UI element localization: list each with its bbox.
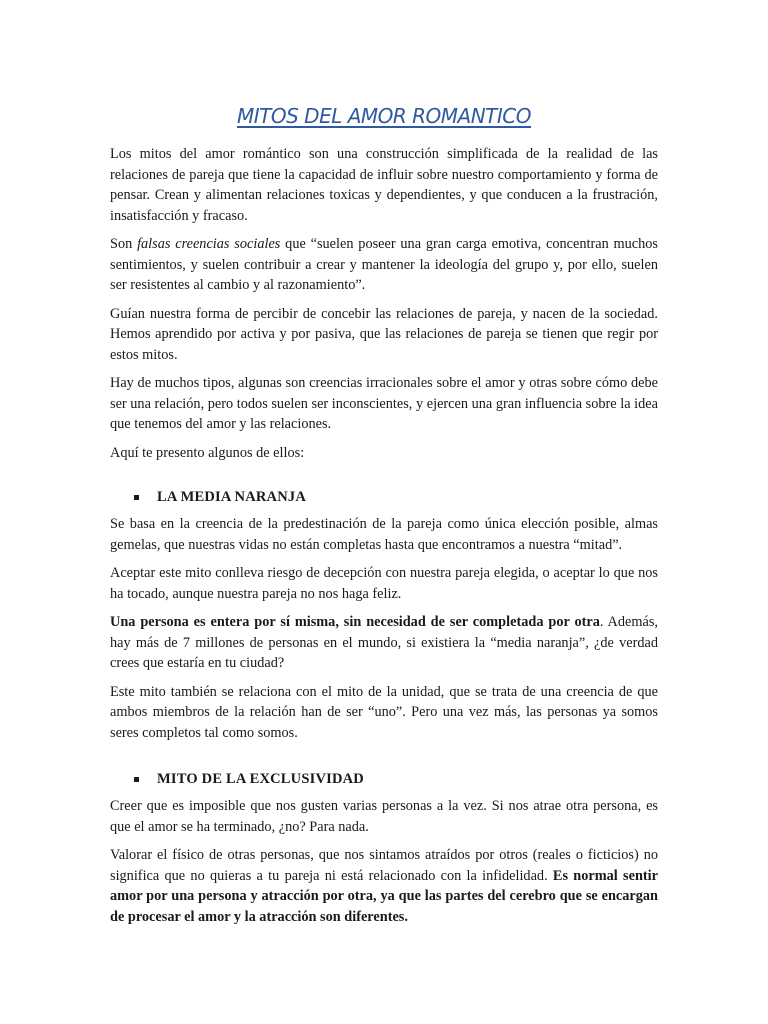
- intro-paragraph-3: Guían nuestra forma de percibir de concebir las relaciones de pareja, y nacen de la sociedad. Hemos aprendido por activa y por pasiva, que las relaciones de pareja se tienen que regir por estos mitos.: [110, 305, 658, 363]
- bullet-icon: [134, 777, 139, 782]
- intro-paragraph-1: Los mitos del amor romántico son una construcción simplificada de la realidad de las relaciones de pareja que tiene la capacidad de influir sobre nuestro comportamiento y forma de pensar. Crean y alimentan relaciones toxicas y dependientes, y que conducen a la frustración, insatisfacción y fracaso.: [110, 146, 658, 224]
- exclusividad-paragraph-2-start: Valorar el físico de otras personas, que nos sintamos atraídos por otros (reales o ficticios) no significa que no quieras a tu pareja ni está relacionado con la infidelidad.: [110, 847, 658, 884]
- media-naranja-paragraph-3: [110, 612, 658, 674]
- exclusividad-paragraph-2-bold: Es normal sentir amor por una persona y atracción por otra, ya que las partes del cerebro que se encargan de procesar el amor y la atracción son diferentes.: [110, 867, 658, 925]
- document-body: [110, 144, 658, 935]
- section-heading-label: MITO DE LA EXCLUSIVIDAD: [157, 771, 364, 787]
- intro-paragraph-2: [110, 234, 658, 296]
- section-heading-media-naranja: [110, 489, 658, 506]
- intro-paragraph-2-start: Son: [110, 236, 138, 252]
- intro-paragraph-5: Aquí te presento algunos de ellos:: [110, 444, 305, 461]
- section-heading-exclusividad: [110, 771, 658, 788]
- media-naranja-paragraph-3-rest: . Además, hay más de 7 millones de personas en el mundo, si existiera la “media naranja”, ¿de verdad crees que estaría en tu ciudad?: [110, 614, 658, 671]
- intro-paragraph-2-end: que “suelen poseer una gran carga emotiva, concentran muchos sentimientos, y suelen contribuir a crear y mantener la ideología del grupo y, por ello, suelen ser resistentes al cambio y al razonamiento”.: [110, 236, 658, 293]
- bullet-icon: [134, 495, 139, 500]
- media-naranja-paragraph-3-bold: Una persona es entera por sí misma, sin necesidad de ser completada por otra: [110, 614, 600, 630]
- section-heading-label: LA MEDIA NARANJA: [157, 489, 307, 505]
- exclusividad-paragraph-1: Creer que es imposible que nos gusten varias personas a la vez. Si nos atrae otra persona, es que el amor se ha terminado, ¿no? Para nada.: [110, 798, 658, 835]
- media-naranja-paragraph-4: Este mito también se relaciona con el mito de la unidad, que se trata de una creencia de que ambos miembros de la relación han de ser “uno”. Pero una vez más, las personas ya somos seres completos tal como somos.: [110, 683, 658, 741]
- intro-paragraph-4: Hay de muchos tipos, algunas son creencias irracionales sobre el amor y otras sobre cómo debe ser una relación, pero todos suelen ser inconscientes, y ejercen una gran influencia sobre la idea que tenemos del amor y las relaciones.: [110, 375, 658, 432]
- exclusividad-paragraph-2: [110, 845, 658, 927]
- document-title: MITOS DEL AMOR ROMANTICO: [237, 104, 531, 128]
- media-naranja-paragraph-2: Aceptar este mito conlleva riesgo de decepción con nuestra pareja elegida, o aceptar lo que nos ha tocado, aunque nuestra pareja no nos haga feliz.: [110, 565, 658, 602]
- intro-paragraph-2-italic: falsas creencias sociales: [137, 236, 281, 252]
- media-naranja-paragraph-1: Se basa en la creencia de la predestinación de la pareja como única elección posible, almas gemelas, que nuestras vidas no están completas hasta que encontramos a nuestra “mitad”.: [110, 516, 658, 553]
